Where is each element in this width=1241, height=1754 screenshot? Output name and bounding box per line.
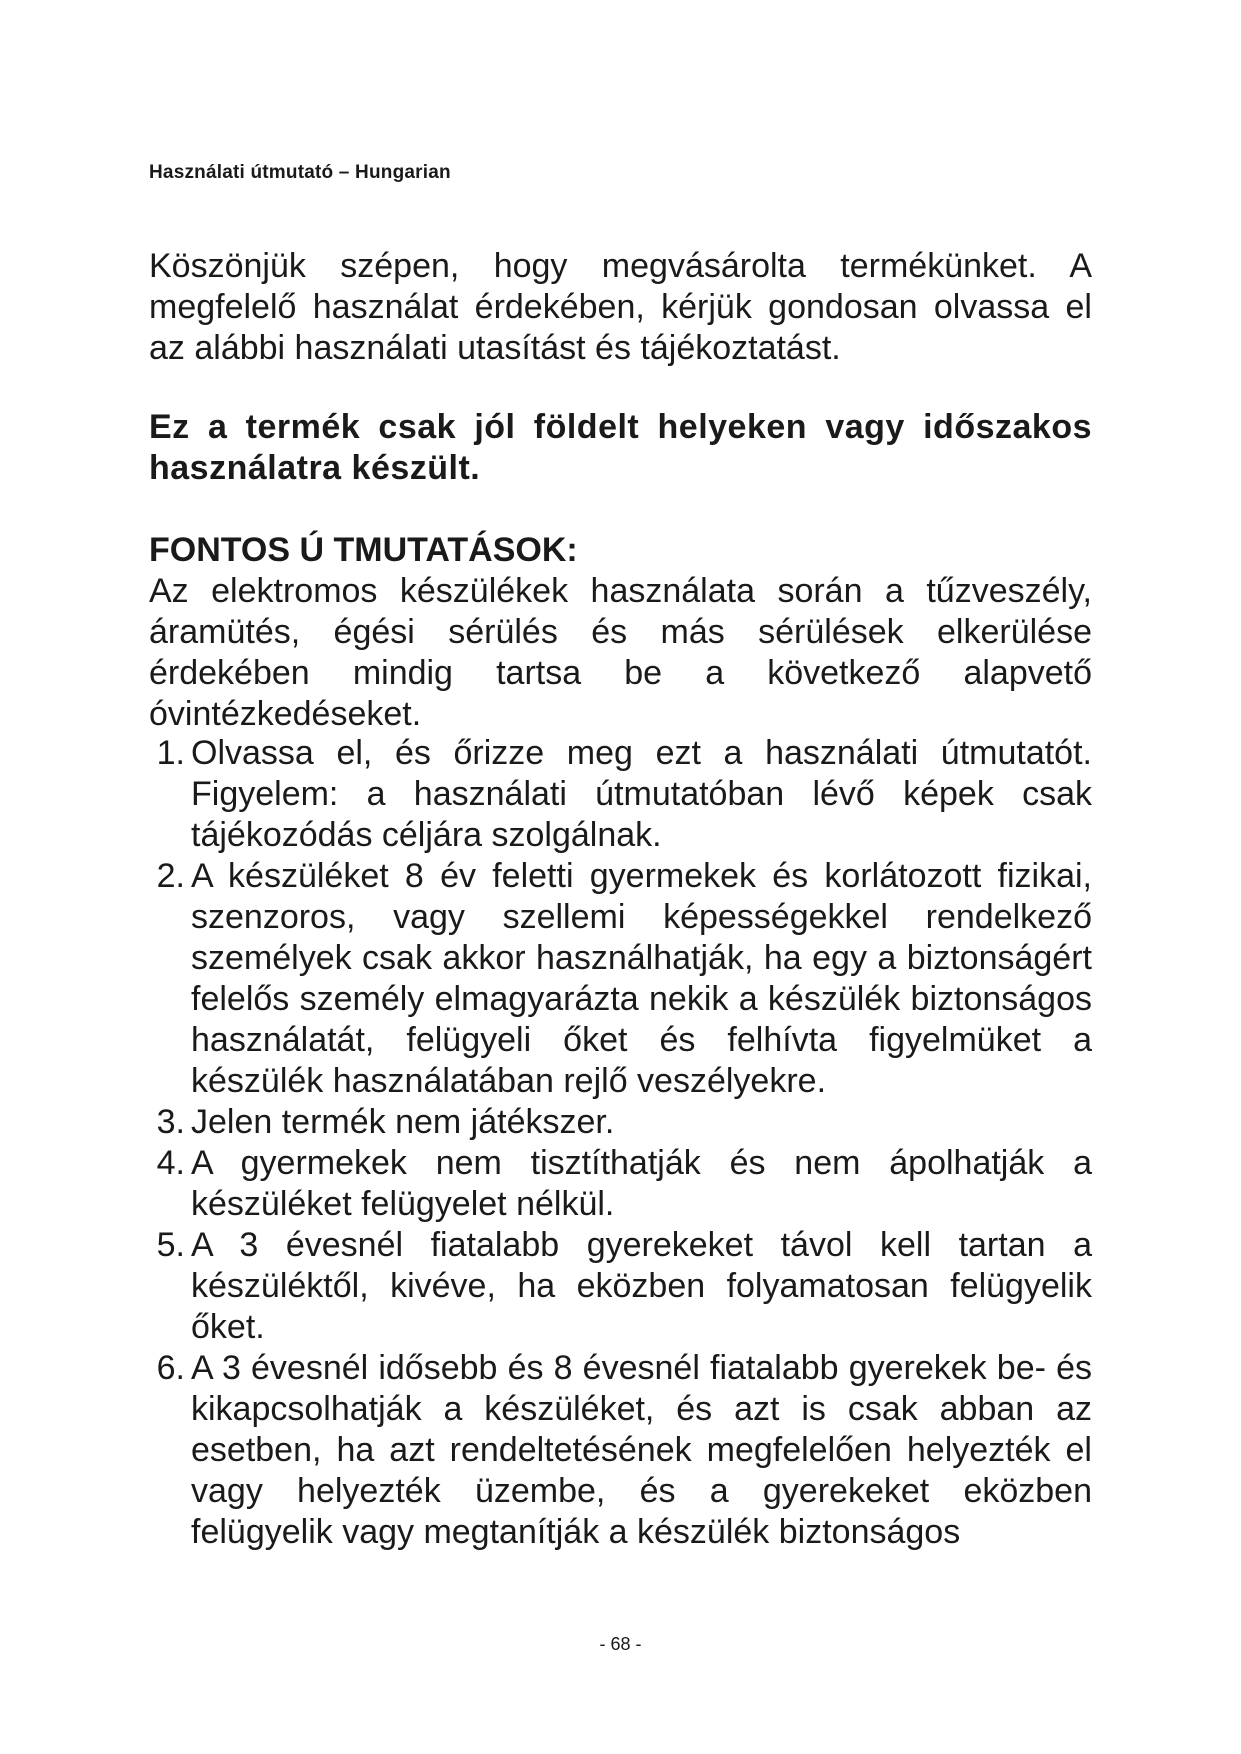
important-instructions-lead: Az elektromos készülékek használata során a tűzveszély, áramütés, égési sérülés és más sérülések elkerülése érdekében mindig tartsa be a következő alapvető óvintézkedéseket. [149, 572, 1092, 733]
list-item [156, 1143, 1092, 1225]
list-item-text: A készüléket 8 év feletti gyermekek és korlátozott fizikai, szenzoros, vagy szellemi képességekkel rendelkező személyek csak akkor használhatják, ha egy a biztonságért felelős személy elmagyarázta nekik a készülék biztonságos használatát, felügyeli őket és felhívta figyelmüket a készülék használatában rejlő veszélyekre. [191, 857, 1092, 1100]
list-item-number: 6. [156, 1349, 185, 1387]
list-item-text: A 3 évesnél idősebb és 8 évesnél fiatalabb gyerekek be- és kikapcsolhatják a készüléket, és azt is csak abban az esetben, ha azt rendeltetésének megfelelően helyezték el vagy helyezték üzembe, és a gyerekeket eközben felügyelik vagy megtanítják a készülék biztonságos [191, 1349, 1092, 1551]
list-item-number: 5. [156, 1226, 185, 1264]
page-header: Használati útmutató – Hungarian [149, 162, 451, 183]
intro-paragraph: Köszönjük szépen, hogy megvásárolta termékünket. A megfelelő használat érdekében, kérjük gondosan olvassa el az alábbi használati utasítást és tájékoztatást. [149, 247, 1092, 367]
list-item [156, 1225, 1092, 1348]
page-number: - 68 - [599, 1634, 642, 1654]
list-item-text: A gyermekek nem tisztíthatják és nem ápolhatják a készüléket felügyelet nélkül. [191, 1144, 1092, 1223]
list-item [156, 856, 1092, 1102]
list-item [156, 733, 1092, 856]
list-item-text: Jelen termék nem játékszer. [191, 1103, 615, 1141]
list-item [156, 1348, 1092, 1553]
list-item-number: 3. [156, 1103, 185, 1141]
list-item-text: Olvassa el, és őrizze meg ezt a használati útmutatót. Figyelem: a használati útmutatóban lévő képek csak tájékozódás céljára szolgálnak. [191, 734, 1092, 854]
grounding-notice: Ez a termék csak jól földelt helyeken vagy időszakos használatra készült. [149, 408, 1092, 487]
list-item-text: A 3 évesnél fiatalabb gyerekeket távol kell tartan a készüléktől, kivéve, ha eközben folyamatosan felügyelik őket. [191, 1226, 1092, 1346]
list-item [156, 1102, 1092, 1143]
list-item-number: 1. [156, 734, 185, 772]
important-instructions-section [149, 530, 1092, 735]
important-instructions-title: FONTOS Ú TMUTATÁSOK: [149, 531, 578, 569]
list-item-number: 4. [156, 1144, 185, 1182]
list-item-number: 2. [156, 857, 185, 895]
safety-rules-list [149, 733, 1092, 1553]
